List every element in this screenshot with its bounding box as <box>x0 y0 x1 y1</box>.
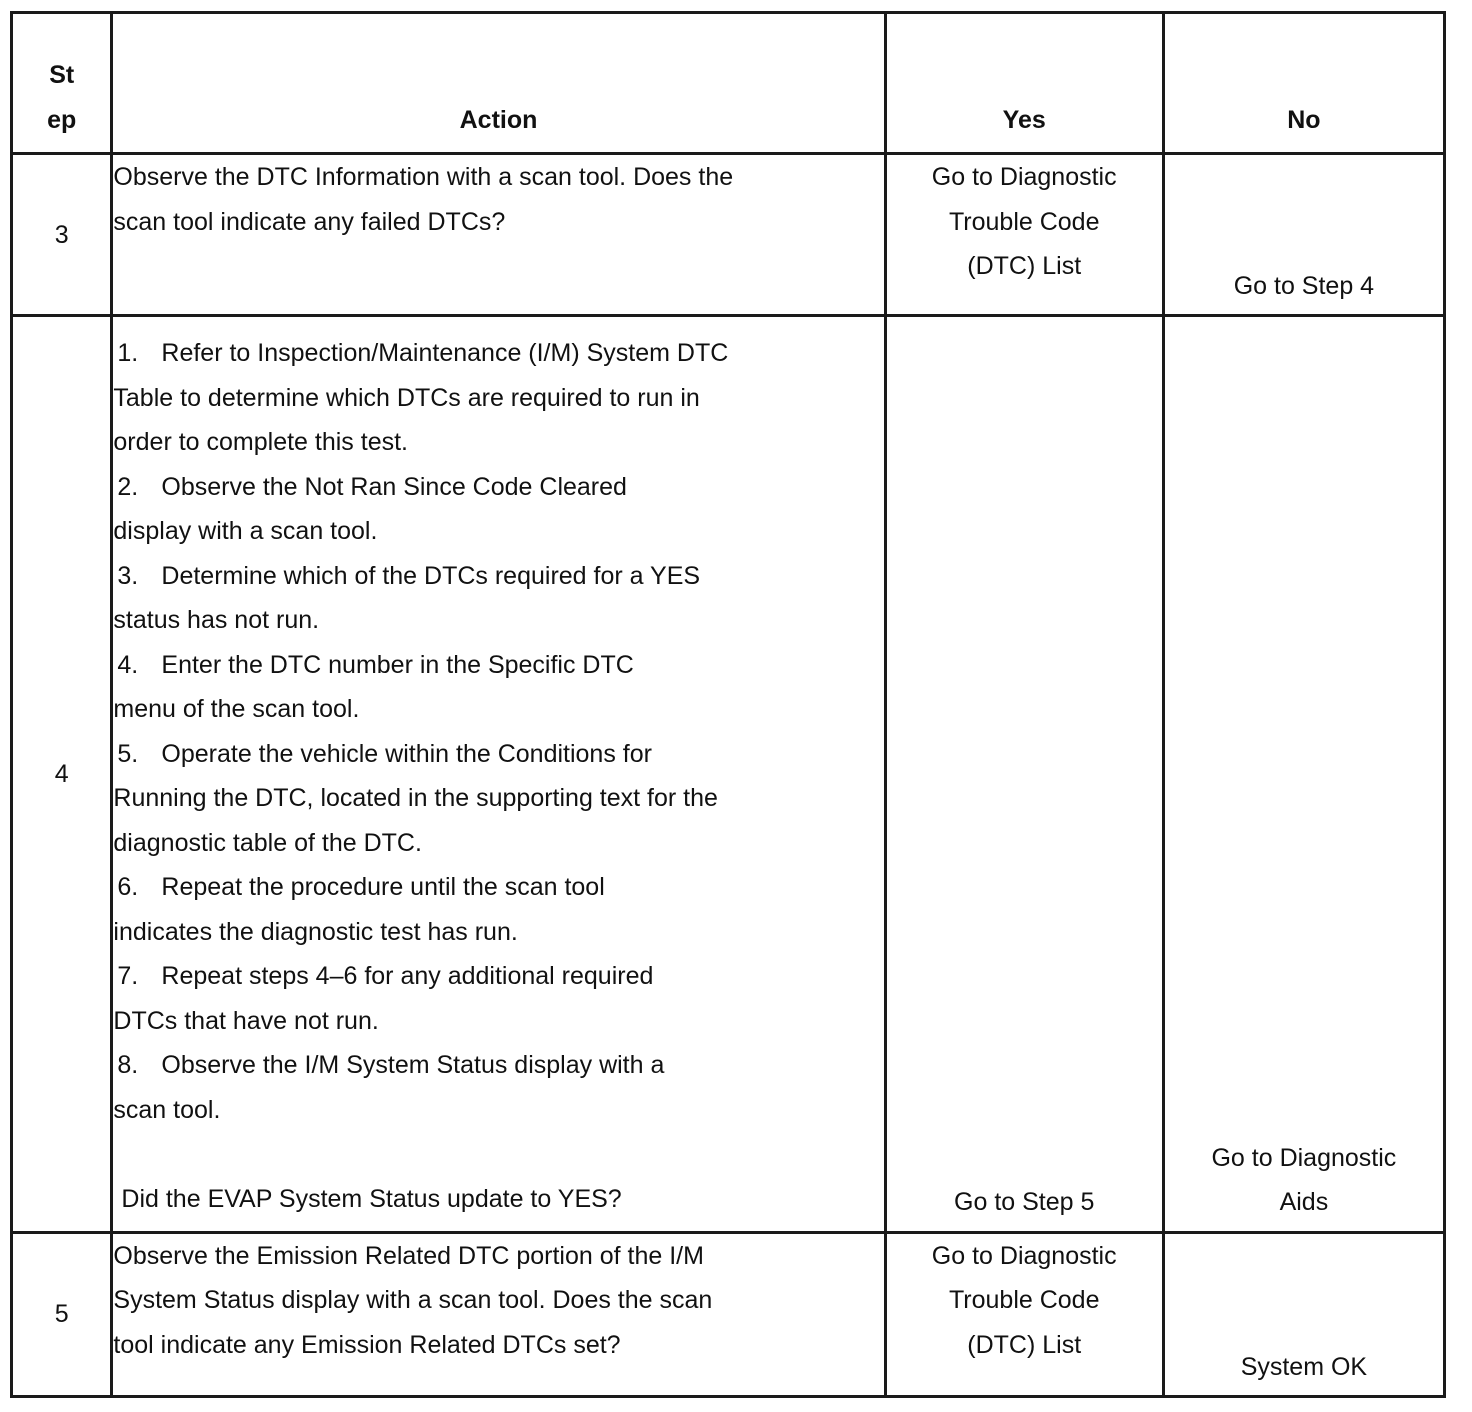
list-item-continuation: diagnostic table of the DTC. <box>113 828 422 857</box>
action-line: tool indicate any Emission Related DTCs set? <box>113 1330 621 1359</box>
table-row-step-4 <box>12 316 1445 1232</box>
list-item-continuation: status has not run. <box>113 606 320 635</box>
no-cell: Go to Step 4 <box>1163 154 1444 316</box>
no-line: Aids <box>1279 1188 1329 1217</box>
header-row <box>12 13 1445 154</box>
list-item: 1. Refer to Inspection/Maintenance (I/M) System DTC <box>117 339 729 368</box>
list-item-continuation: indicates the diagnostic test has run. <box>113 917 518 946</box>
action-line: Observe the DTC Information with a scan tool. Does the <box>113 163 734 192</box>
list-item: 3. Determine which of the DTCs required for a YES <box>117 561 701 590</box>
action-cell <box>112 1232 885 1396</box>
yes-line: (DTC) List <box>967 1330 1082 1359</box>
list-item-continuation: DTCs that have not run. <box>113 1006 379 1035</box>
list-item-continuation: Table to determine which DTCs are required to run in <box>113 383 700 412</box>
step-number: 4 <box>12 316 112 1232</box>
header-step-line1: St <box>49 61 75 90</box>
yes-cell <box>885 1232 1163 1396</box>
table-row-step-3 <box>12 154 1445 316</box>
list-item: 5. Operate the vehicle within the Conditions for <box>117 739 652 768</box>
step-number: 3 <box>12 154 112 316</box>
list-item-continuation: scan tool. <box>113 1095 221 1124</box>
step-number: 5 <box>12 1232 112 1396</box>
yes-cell: Go to Step 5 <box>885 316 1163 1232</box>
list-item-continuation: order to complete this test. <box>113 428 408 457</box>
list-item: 8. Observe the I/M System Status display with a <box>117 1051 665 1080</box>
action-line: System Status display with a scan tool. Does the scan <box>113 1286 713 1315</box>
no-line: Go to Diagnostic <box>1211 1143 1397 1172</box>
question-text: Did the EVAP System Status update to YES? <box>121 1184 622 1213</box>
yes-line: Go to Diagnostic <box>931 1241 1117 1270</box>
table-row-step-5 <box>12 1232 1445 1396</box>
no-cell <box>1163 316 1444 1232</box>
yes-line: Go to Diagnostic <box>931 163 1117 192</box>
yes-line: Trouble Code <box>948 1286 1100 1315</box>
diagnostic-table <box>10 11 1446 1398</box>
list-item-continuation: display with a scan tool. <box>113 517 378 546</box>
no-cell: System OK <box>1163 1232 1444 1396</box>
list-item-continuation: Running the DTC, located in the supporting text for the <box>113 784 718 813</box>
list-item: 6. Repeat the procedure until the scan tool <box>117 873 605 902</box>
yes-cell <box>885 154 1163 316</box>
action-line: scan tool indicate any failed DTCs? <box>113 207 506 236</box>
list-item: 7. Repeat steps 4–6 for any additional required <box>117 962 654 991</box>
header-action: Action <box>112 13 885 154</box>
action-line: Observe the Emission Related DTC portion of the I/M <box>113 1241 704 1270</box>
header-step-line2: ep <box>47 105 77 134</box>
yes-line: Trouble Code <box>948 207 1100 236</box>
action-cell <box>112 316 885 1232</box>
header-step <box>12 13 112 154</box>
list-item: 4. Enter the DTC number in the Specific DTC <box>117 650 634 679</box>
header-yes: Yes <box>885 13 1163 154</box>
list-item: 2. Observe the Not Ran Since Code Cleared <box>117 472 627 501</box>
action-cell <box>112 154 885 316</box>
yes-line: (DTC) List <box>967 252 1082 281</box>
header-no: No <box>1163 13 1444 154</box>
list-item-continuation: menu of the scan tool. <box>113 695 360 724</box>
